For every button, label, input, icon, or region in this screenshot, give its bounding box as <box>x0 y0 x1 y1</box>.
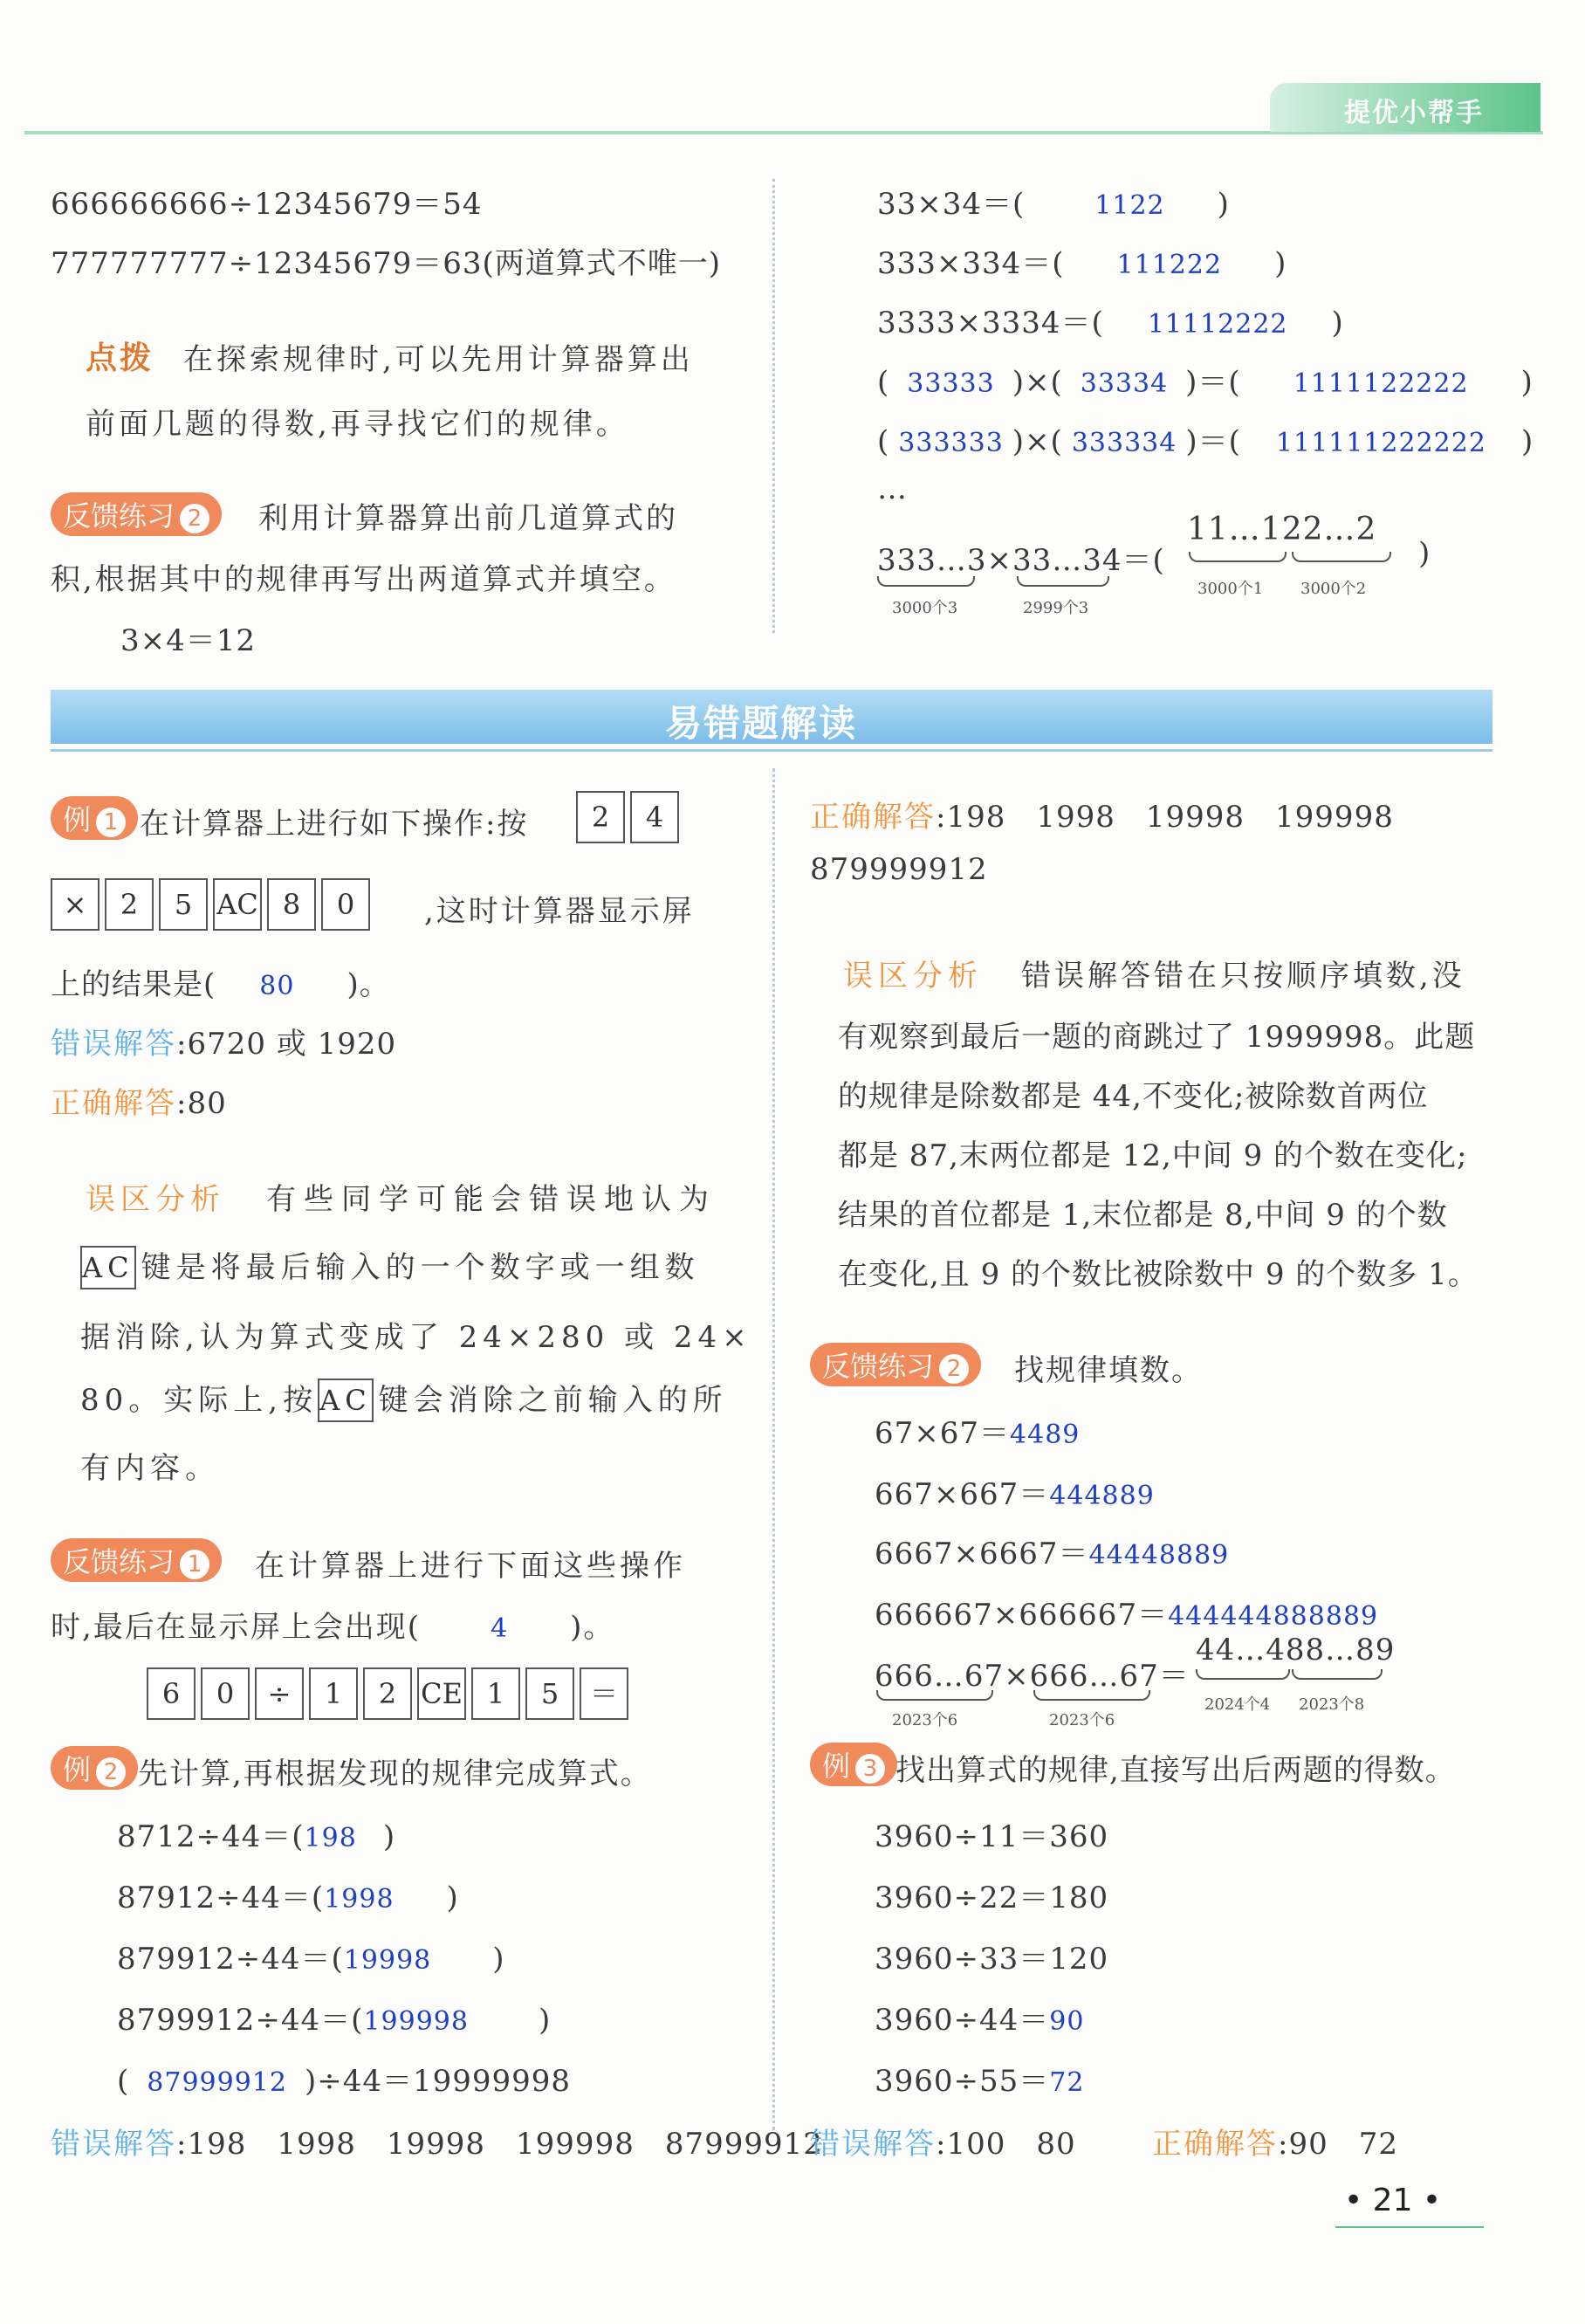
brace-3000-3 <box>877 576 975 587</box>
brace-2023-6-a <box>876 1690 993 1701</box>
calc-key: 6 <box>147 1667 196 1720</box>
example-1-keys-a <box>576 791 684 843</box>
page-number-underline <box>1335 2226 1484 2228</box>
example-2-row-5: ( 87999912 )÷44＝19999998 <box>117 2064 572 2099</box>
fb2b-row-2: 667×667＝444889 <box>875 1477 1155 1512</box>
example-1-analysis-1: 有些同学可能会错误地认为 <box>266 1182 717 1217</box>
rm-analysis-3: 的规律是除数都是 44,不变化;被除数首两位 <box>838 1079 1429 1114</box>
example-1-text-3: 上的结果是( 80 )。 <box>51 967 390 1002</box>
note-3000-3: 3000个3 <box>892 599 958 617</box>
example-1-wrong: 错误解答:6720 或 1920 <box>51 1027 397 1062</box>
rt-row-4: ( 33333 )×( 33334 )＝( 1111122222 ) <box>877 365 1534 400</box>
note-2023-6-a: 2023个6 <box>892 1711 958 1729</box>
example-2-text: 先计算,再根据发现的规律完成算式。 <box>138 1757 652 1791</box>
feedback-2b-badge: 反馈练习 2 <box>810 1343 981 1386</box>
rt-row-1: 33×34＝( 1122 ) <box>877 187 1230 222</box>
example-1-text-1: 在计算器上进行如下操作:按 <box>140 807 529 842</box>
rm-analysis-1: 错误解答错在只按顺序填数,没 <box>1021 959 1465 994</box>
section-title: 易错题解读 <box>665 702 858 745</box>
fb2b-row-5-ans: 44…488…89 <box>1196 1633 1396 1667</box>
example-2-wrong: 错误解答:198 1998 19998 199998 87999912 <box>51 2127 823 2162</box>
note-3000-1: 3000个1 <box>1197 580 1264 598</box>
fb2b-row-1: 67×67＝4489 <box>875 1416 1081 1451</box>
rm-analysis-label: 误区分析 <box>843 959 983 994</box>
example-2-badge: 例 2 <box>51 1746 138 1790</box>
rt-row-2: 333×334＝( 111222 ) <box>877 246 1287 281</box>
feedback-1-badge: 反馈练习 1 <box>51 1538 222 1582</box>
feedback-badge-2: 反馈练习 2 <box>51 492 222 536</box>
brace-2999-3 <box>1017 576 1109 587</box>
example-1-keys-b <box>51 878 375 931</box>
example-1-text-2: ,这时计算器显示屏 <box>424 894 695 929</box>
ac-key: AC <box>80 1246 136 1289</box>
rm-right-answer-2: 879999912 <box>810 852 988 887</box>
column-divider-top <box>772 179 775 633</box>
example-1-analysis-label: 误区分析 <box>86 1182 225 1217</box>
header-tab-label: 提优小帮手 <box>1344 98 1484 128</box>
ex3-row-3: 3960÷33＝120 <box>875 1942 1109 1977</box>
calc-key: 5 <box>159 878 208 931</box>
fb2b-row-4: 666667×666667＝444444888889 <box>875 1598 1379 1633</box>
fb2b-row-5: 666…67×666…67＝ <box>875 1659 1190 1694</box>
calc-key: ÷ <box>255 1667 304 1720</box>
calc-key: 8 <box>267 878 316 931</box>
rt-row-3: 3333×3334＝( 11112222 ) <box>877 306 1344 340</box>
rm-right-answer: 正确解答:198 1998 19998 199998 <box>810 800 1394 835</box>
tip-line-2: 前面几题的得数,再寻找它们的规律。 <box>86 407 629 442</box>
example-1-analysis-4: 80。实际上,按AC 键会消除之前输入的所 <box>80 1376 728 1422</box>
example-2-row-4: 8799912÷44＝(199998 ) <box>117 2003 552 2038</box>
brace-3000-2 <box>1292 552 1391 562</box>
section-banner-underline <box>51 749 1492 752</box>
note-3000-2: 3000个2 <box>1300 580 1367 598</box>
column-divider-bottom <box>772 768 775 2130</box>
brace-2023-6-b <box>1033 1690 1150 1701</box>
calc-key: 4 <box>630 791 679 843</box>
rm-analysis-4: 都是 87,末两位都是 12,中间 9 的个数在变化; <box>838 1138 1468 1173</box>
note-2024-4: 2024个4 <box>1204 1695 1271 1714</box>
ex3-row-2: 3960÷22＝180 <box>875 1881 1109 1915</box>
feedback-2-line-1: 利用计算器算出前几道算式的 <box>258 501 678 536</box>
fb2b-row-3: 6667×6667＝44448889 <box>875 1537 1230 1571</box>
calc-key: 2 <box>363 1667 412 1720</box>
brace-2023-8 <box>1292 1669 1383 1680</box>
note-2999-3: 2999个3 <box>1023 599 1089 617</box>
calc-key: CE <box>417 1667 466 1720</box>
brace-3000-1 <box>1189 552 1287 562</box>
feedback-1-text-2: 时,最后在显示屏上会出现( 4 )。 <box>51 1610 615 1645</box>
rt-row-5: ( 333333 )×( 333334 )＝( 111111222222 ) <box>877 424 1534 459</box>
feedback-2b-text: 找规律填数。 <box>1014 1353 1203 1388</box>
ex3-right: 正确解答:90 72 <box>1152 2127 1398 2162</box>
ac-key: AC <box>318 1379 374 1422</box>
example-1-badge: 例 1 <box>51 796 138 840</box>
ex3-row-5: 3960÷55＝72 <box>875 2064 1085 2099</box>
tip-label: 点拨 <box>86 340 154 376</box>
feedback-2-line-2: 积,根据其中的规律再写出两道算式并填空。 <box>51 562 676 597</box>
calc-key: ＝ <box>580 1667 628 1720</box>
rm-analysis-6: 在变化,且 9 的个数比被除数中 9 的个数多 1。 <box>838 1257 1479 1292</box>
feedback-1-keys <box>147 1667 634 1720</box>
example-2-row-1: 8712÷44＝(198 ) <box>117 1819 396 1854</box>
ex3-row-1: 3960÷11＝360 <box>875 1819 1109 1854</box>
note-2023-8: 2023个8 <box>1299 1695 1365 1714</box>
eq-line-2: 777777777÷12345679＝63(两道算式不唯一) <box>51 246 722 281</box>
example-1-analysis-5: 有内容。 <box>80 1451 220 1486</box>
rt-row-6-close: ) <box>1418 536 1431 571</box>
example-3-badge: 例 3 <box>810 1743 897 1786</box>
calc-key: 2 <box>105 878 154 931</box>
rm-analysis-5: 结果的首位都是 1,末位都是 8,中间 9 的个数 <box>838 1198 1448 1233</box>
example-1-analysis-2: AC 键是将最后输入的一个数字或一组数 <box>80 1243 700 1289</box>
rt-dots: … <box>877 471 908 506</box>
calc-key: AC <box>213 878 262 931</box>
calc-key: 2 <box>576 791 625 843</box>
tip-line-1: 在探索规律时,可以先用计算器算出 <box>183 342 694 377</box>
example-1-analysis-3: 据消除,认为算式变成了 24×280 或 24× <box>80 1320 752 1355</box>
rt-row-6-ans: 11…122…2 <box>1187 512 1377 547</box>
note-2023-6-b: 2023个6 <box>1049 1711 1115 1729</box>
brace-2024-4 <box>1196 1669 1290 1680</box>
eq-line-1: 666666666÷12345679＝54 <box>51 187 483 222</box>
page-number: • 21 • <box>1344 2183 1442 2218</box>
calc-key: 1 <box>309 1667 358 1720</box>
ex3-row-4: 3960÷44＝90 <box>875 2003 1085 2038</box>
example-3-text: 找出算式的规律,直接写出后两题的得数。 <box>895 1753 1456 1788</box>
calc-key: 1 <box>471 1667 520 1720</box>
calc-key: 0 <box>201 1667 250 1720</box>
calc-key: × <box>51 878 99 931</box>
rm-analysis-2: 有观察到最后一题的商跳过了 1999998。此题 <box>838 1020 1476 1055</box>
example-2-row-3: 879912÷44＝(19998 ) <box>117 1942 505 1977</box>
calc-key: 5 <box>525 1667 574 1720</box>
feedback-2-eq: 3×4＝12 <box>120 623 257 658</box>
ex3-wrong: 错误解答:100 80 <box>810 2127 1076 2162</box>
feedback-1-text-1: 在计算器上进行下面这些操作 <box>255 1549 686 1584</box>
example-2-row-2: 87912÷44＝(1998 ) <box>117 1881 459 1915</box>
calc-key: 0 <box>321 878 370 931</box>
example-1-right: 正确解答:80 <box>51 1086 227 1121</box>
rt-row-6: 333…3×33…34＝( <box>877 543 1165 578</box>
